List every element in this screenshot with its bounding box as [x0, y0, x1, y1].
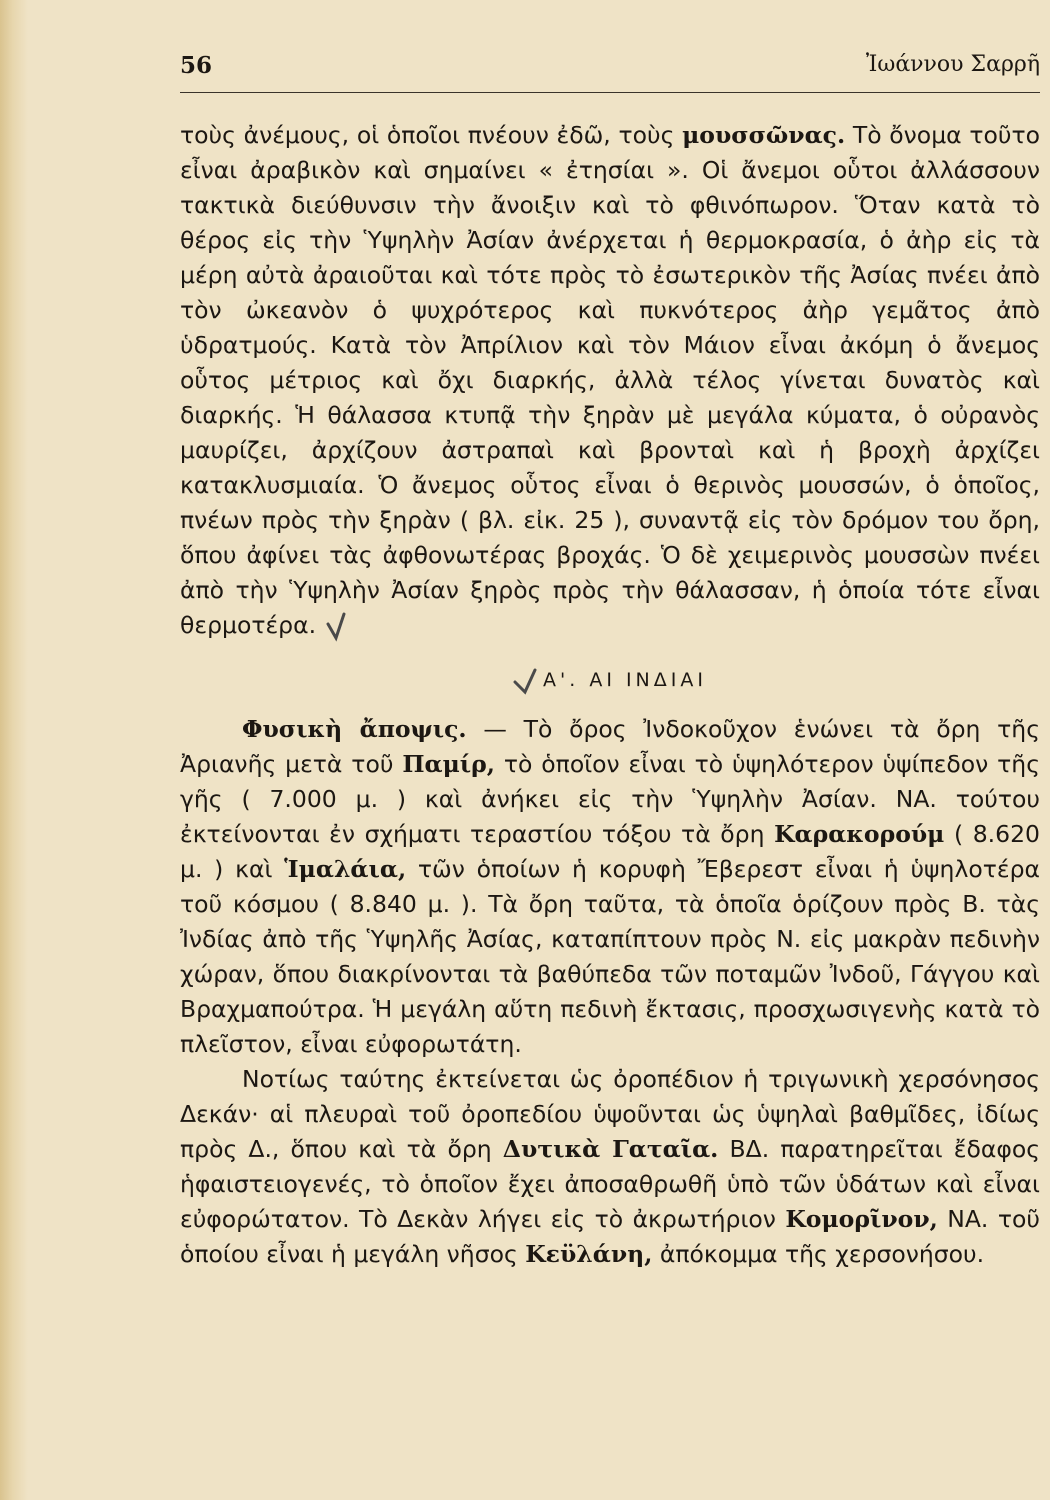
paragraph-monsoons — [180, 118, 1040, 643]
text-run: ἀπόκομμα τῆς χερσονήσου. — [652, 1239, 985, 1268]
section-heading-text: Α'. ΑΙ ΙΝΔΙΑΙ — [543, 669, 707, 691]
bold-term: Δυτικὰ Γαταῖα. — [502, 1134, 719, 1163]
text-run: ΒΔ. παρατηρεῖται ἔδαφος ἡφαιστειογενές, τὸ ὁποῖον ἔχει ἀποσαθρωθῆ ὑπὸ τῶν ὑδάτων καὶ εἶναι εὐφορώτατον. Τὸ Δεκὰν λήγει εἰς τὸ ἀκρωτήριον — [180, 1134, 1040, 1233]
text-run: Τὸ ὄνομα τοῦτο εἶναι ἀραβικὸν καὶ σημαίνει « ἐτησίαι ». Οἱ ἄνεμοι οὗτοι ἀλλάσσουν τακτικὰ διεύθυνσιν τὴν ἄνοιξιν καὶ τὸ φθινόπωρον. Ὅταν κατὰ τὸ θέρος εἰς τὴν Ὑψηλὴν Ἀσίαν ἀνέρχεται ἡ θερμοκρασία, ὁ ἀὴρ εἰς τὰ μέρη αὐτὰ ἀραιοῦται καὶ τότε πρὸς τὸ ἐσωτερικὸν τῆς Ἀσίας πνέει ἀπὸ τὸν ὠκεανὸν ὁ ψυχρότερος καὶ πυκνότερος ἀὴρ γεμᾶτος ἀπὸ ὑδρατμούς. Κατὰ τὸν Ἀπρίλιον καὶ τὸν Μάιον εἶναι ἀκόμη ὁ ἄνεμος οὗτος μέτριος καὶ ὄχι διαρκής, ἀλλὰ τέλος γίνεται δυνατὸς καὶ διαρκής. Ἡ θάλασσα κτυπᾷ τὴν ξηρὰν μὲ μεγάλα κύματα, ὁ οὐρανὸς μαυρίζει, ἀρχίζουν ἀστραπαὶ καὶ βρονταὶ καὶ ἡ βροχὴ ἀρχίζει κατακλυσμιαία. Ὁ ἄνεμος οὗτος εἶναι ὁ θερινὸς μουσσών, ὁ ὁποῖος, πνέων πρὸς τὴν ξηρὰν ( βλ. εἰκ. 25 ), συναντᾷ εἰς τὸν δρόμον του ὄρη, ὅπου ἀφίνει τὰς ἀφθονωτέρας βροχάς. Ὁ δὲ χειμερινὸς μουσσὼν πνέει ἀπὸ τὴν Ὑψηλὴν Ἀσίαν ξηρὸς πρὸς τὴν θάλασσαν, ἡ ὁποία τότε εἶναι θερμοτέρα. — [180, 121, 1040, 639]
text-run: Νοτίως ταύτης ἐκτείνεται ὡς ὀροπέδιον ἡ τριγωνικὴ χερσόνησος Δεκάν· αἱ πλευραὶ τοῦ ὀροπεδίου ὑψοῦνται ὡς ὑψηλαὶ βαθμῖδες, ἰδίως πρὸς Δ., ὅπου καὶ τὰ ὄρη — [180, 1064, 1040, 1163]
bold-term: Καρακορούμ — [774, 819, 945, 848]
page-number: 56 — [180, 52, 213, 79]
bold-term: Ἱμαλάια, — [284, 854, 407, 883]
paragraph-physical-view — [180, 712, 1040, 1062]
text-run: τῶν ὁποίων ἡ κορυφὴ Ἔβερεστ εἶναι ἡ ὑψηλοτέρα τοῦ κόσμου ( 8.840 μ. ). Τὰ ὄρη ταῦτα, τὰ ὁποῖα ὁρίζουν πρὸς Β. τὰς Ἰνδίας ἀπὸ τῆς Ὑψηλῆς Ἀσίας, καταπίπτουν πρὸς Ν. εἰς μακρὰν πεδινὴν χώραν, ὅπου διακρίνονται τὰ βαθύπεδα τῶν ποταμῶν Ἰνδοῦ, Γάγγου καὶ Βραχμαπούτρα. Ἡ μεγάλη αὕτη πεδινὴ ἔκτασις, προσχωσιγενὴς κατὰ τὸ πλεῖστον, εἶναι εὐφορωτάτη. — [180, 854, 1040, 1058]
running-head: Ἰωάννου Σαρρῆ — [865, 52, 1040, 77]
header-rule — [180, 92, 1040, 93]
bold-term: Φυσικὴ ἄποψις. — [242, 714, 467, 743]
text-run: τοὺς ἀνέμους, οἱ ὁποῖοι πνέουν ἐδῶ, τοὺς — [180, 121, 683, 149]
page-header — [180, 52, 1040, 88]
body-text — [180, 118, 1040, 1272]
bold-term: μουσσῶνας. — [682, 121, 846, 149]
text-run: — Τὸ ὄρος Ἰνδοκοῦχον ἑνώνει τὰ ὄρη τῆς Ἀριανῆς μετὰ τοῦ — [180, 714, 1040, 778]
bold-term: Κεϋλάνη, — [525, 1239, 653, 1268]
pencil-checkmark-icon — [324, 612, 354, 642]
bold-term: Παμίρ, — [402, 749, 495, 778]
text-run: ( 8.620 μ. ) καὶ — [180, 819, 1041, 883]
bold-term: Κομορῖνον, — [785, 1204, 938, 1233]
text-run: ΝΑ. τοῦ ὁποίου εἶναι ἡ μεγάλη νῆσος — [180, 1204, 1040, 1268]
section-heading — [180, 665, 1040, 696]
text-run: τὸ ὁποῖον εἶναι τὸ ὑψηλότερον ὑψίπεδον τῆς γῆς ( 7.000 μ. ) καὶ ἀνήκει εἰς τὴν Ὑψηλὴν Ἀσίαν. ΝΑ. τούτου ἐκτείνονται ἐν σχήματι τεραστίου τόξου τὰ ὄρη — [180, 749, 1040, 848]
paragraph-deccan — [180, 1062, 1040, 1272]
pencil-checkmark-icon — [513, 666, 543, 696]
